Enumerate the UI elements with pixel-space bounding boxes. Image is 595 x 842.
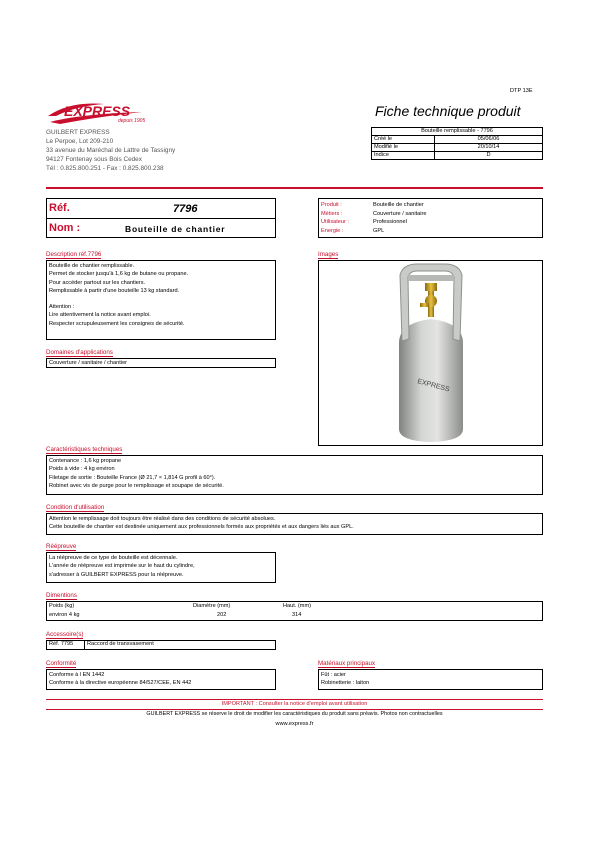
bottle-label-text: EXPRESS bbox=[416, 378, 451, 394]
doc-info-value: D bbox=[435, 152, 543, 160]
logo-wordmark: EXPRESS bbox=[64, 103, 131, 119]
ref-divider bbox=[47, 218, 275, 219]
doc-info-header: Bouteille remplissable - 7796 bbox=[372, 128, 543, 136]
doc-title: Fiche technique produit bbox=[375, 103, 521, 119]
footer-website[interactable]: www.express.fr bbox=[275, 721, 314, 727]
doc-info-table bbox=[371, 127, 543, 160]
footer-important: IMPORTANT : Consulter la notice d'emploi avant utilisation bbox=[221, 701, 368, 707]
nom-value: Bouteille de chantier bbox=[125, 224, 226, 234]
reepreuve-line: La réépreuve de ce type de bouteille est décennale. bbox=[49, 555, 178, 561]
materiaux-box bbox=[318, 669, 543, 690]
reepreuve-line: L'année de réépreuve est imprimée sur le haut du cylindre, bbox=[49, 563, 195, 570]
domaines-box bbox=[46, 358, 276, 368]
footer-disclaimer: GUILBERT EXPRESS se réserve le droit de modifier les caractéristiques du produit sans préavis. Photos non contractuelles bbox=[146, 711, 443, 717]
description-line: Remplissable à partir d'une bouteille 13 kg standard. bbox=[49, 287, 180, 294]
company-block bbox=[46, 128, 175, 173]
domaines-title: Domaines d'applications bbox=[46, 349, 113, 356]
doc-info-label: Indice bbox=[372, 152, 435, 160]
conformite-line: Conforme à la directive européenne 84/527/CEE, EN 442 bbox=[49, 680, 192, 687]
conditions-box bbox=[46, 513, 543, 535]
attention-line: Attention : bbox=[49, 304, 75, 311]
condition-line: Attention le remplissage doit toujours être réalisé dans des conditions de sécurité absolues. bbox=[49, 516, 276, 522]
description-box bbox=[46, 260, 276, 340]
product-info-values bbox=[373, 201, 426, 235]
company-address-1: Le Perpoe, Lot 209-210 bbox=[46, 138, 114, 145]
product-info-label: Produit : bbox=[321, 202, 342, 208]
product-info-value: GPL bbox=[373, 227, 385, 234]
description-title: Description réf.7796 bbox=[46, 251, 102, 258]
dimension-value-poids: environ 4 kg bbox=[49, 612, 80, 618]
ref-label: Réf. bbox=[49, 202, 70, 214]
dimension-header-poids: Poids (kg) bbox=[49, 603, 75, 609]
reepreuve-box bbox=[46, 552, 276, 583]
product-image-box bbox=[318, 260, 543, 446]
materiau-line: Fût : acier bbox=[321, 672, 346, 678]
conditions-title: Condition d'utilisation bbox=[46, 504, 105, 511]
product-info-labels bbox=[321, 201, 349, 235]
footer-divider bbox=[46, 709, 543, 710]
company-phone: Tél : 0.825.800.251 - Fax : 0.825.800.238 bbox=[46, 165, 164, 172]
company-name: GUILBERT EXPRESS bbox=[46, 129, 110, 136]
company-address-3: 94127 Fontenay sous Bois Cedex bbox=[46, 156, 142, 163]
accessoires-title: Accessoire(s) bbox=[46, 631, 84, 638]
dimensions-box bbox=[46, 601, 543, 621]
conformite-box bbox=[46, 669, 276, 690]
doc-info-label: Modifié le bbox=[372, 144, 435, 152]
product-info-label: Métiers : bbox=[321, 210, 343, 217]
reepreuve-line: s'adresser à GUILBERT EXPRESS pour la réépreuve. bbox=[49, 571, 184, 578]
images-title: Images bbox=[318, 251, 339, 258]
description-line: Bouteille de chantier remplissable. bbox=[49, 263, 135, 269]
caracteristique-line: Contenance : 1,6 kg propane bbox=[49, 458, 122, 464]
caracteristique-line: Poids à vide : 4 kg environ bbox=[49, 466, 115, 473]
caracteristiques-title: Caractéristiques techniques bbox=[46, 446, 123, 453]
description-line: Permet de stocker jusqu'à 1,6 kg de butane ou propane. bbox=[49, 271, 189, 278]
materiau-line: Robinetterie : laiton bbox=[321, 680, 370, 687]
caracteristique-line: Robinet avec vis de purge pour le remplissage et soupape de sécurité. bbox=[49, 482, 224, 489]
caracteristique-line: Filetage de sortie : Bouteille France (Ø 21,7 × 1,814 G profil à 60°). bbox=[49, 474, 216, 481]
product-info-value: Professionnel bbox=[373, 219, 407, 226]
ref-box bbox=[46, 198, 276, 238]
dimension-value-hauteur: 314 bbox=[292, 612, 302, 618]
doc-info-value: 05/06/06 bbox=[435, 136, 543, 144]
conformite-title: Conformité bbox=[46, 660, 77, 667]
reepreuve-title: Réépreuve bbox=[46, 543, 77, 550]
caracteristiques-box bbox=[46, 455, 543, 495]
doc-code: DTP 13E bbox=[510, 88, 533, 94]
accessoire-label: Raccord de transvasement bbox=[87, 641, 154, 647]
attention-line: Respecter scrupuleusement les consignes de sécurité. bbox=[49, 320, 185, 327]
accessoires-box bbox=[46, 640, 276, 650]
materiaux-title: Matériaux principaux bbox=[318, 660, 376, 667]
product-info-value: Couverture / sanitaire bbox=[373, 210, 427, 217]
domaines-value: Couverture / sanitaire / chantier bbox=[49, 360, 128, 366]
condition-line: Cette bouteille de chantier est destinée uniquement aux professionnels formés aux propriétés et aux dangers liés aux GPL. bbox=[49, 524, 354, 531]
product-info-label: Energie : bbox=[321, 227, 344, 234]
dimensions-title: Dimentions bbox=[46, 592, 77, 599]
express-logo bbox=[46, 100, 150, 126]
product-info-label: Utilisateur : bbox=[321, 219, 349, 226]
dimension-value-diametre: 202 bbox=[217, 612, 227, 618]
dimension-header-diametre: Diamètre (mm) bbox=[193, 603, 231, 609]
product-info-box bbox=[318, 198, 543, 238]
accessoire-divider bbox=[84, 641, 85, 649]
logo-tagline: depuis 1905 bbox=[118, 118, 146, 124]
footer-divider bbox=[46, 699, 543, 700]
conformite-line: Conforme à l EN 1442 bbox=[49, 672, 105, 678]
description-line: Pour accéder partout sur les chantiers. bbox=[49, 279, 146, 286]
ref-value: 7796 bbox=[173, 203, 198, 215]
product-info-value: Bouteille de chantier bbox=[373, 202, 424, 208]
doc-info-label: Créé le bbox=[372, 136, 435, 144]
nom-label: Nom : bbox=[49, 222, 81, 234]
dimension-header-hauteur: Haut. (mm) bbox=[283, 603, 311, 609]
attention-line: Lire attentivement la notice avant emploi. bbox=[49, 312, 151, 319]
header-divider bbox=[46, 187, 543, 189]
description-spacer bbox=[49, 295, 273, 303]
gas-bottle-image bbox=[319, 261, 542, 445]
accessoire-ref: Réf. 7795 bbox=[49, 641, 74, 647]
doc-info-value: 20/10/14 bbox=[435, 144, 543, 152]
company-address-2: 33 avenue du Maréchal de Lattre de Tassigny bbox=[46, 147, 176, 154]
